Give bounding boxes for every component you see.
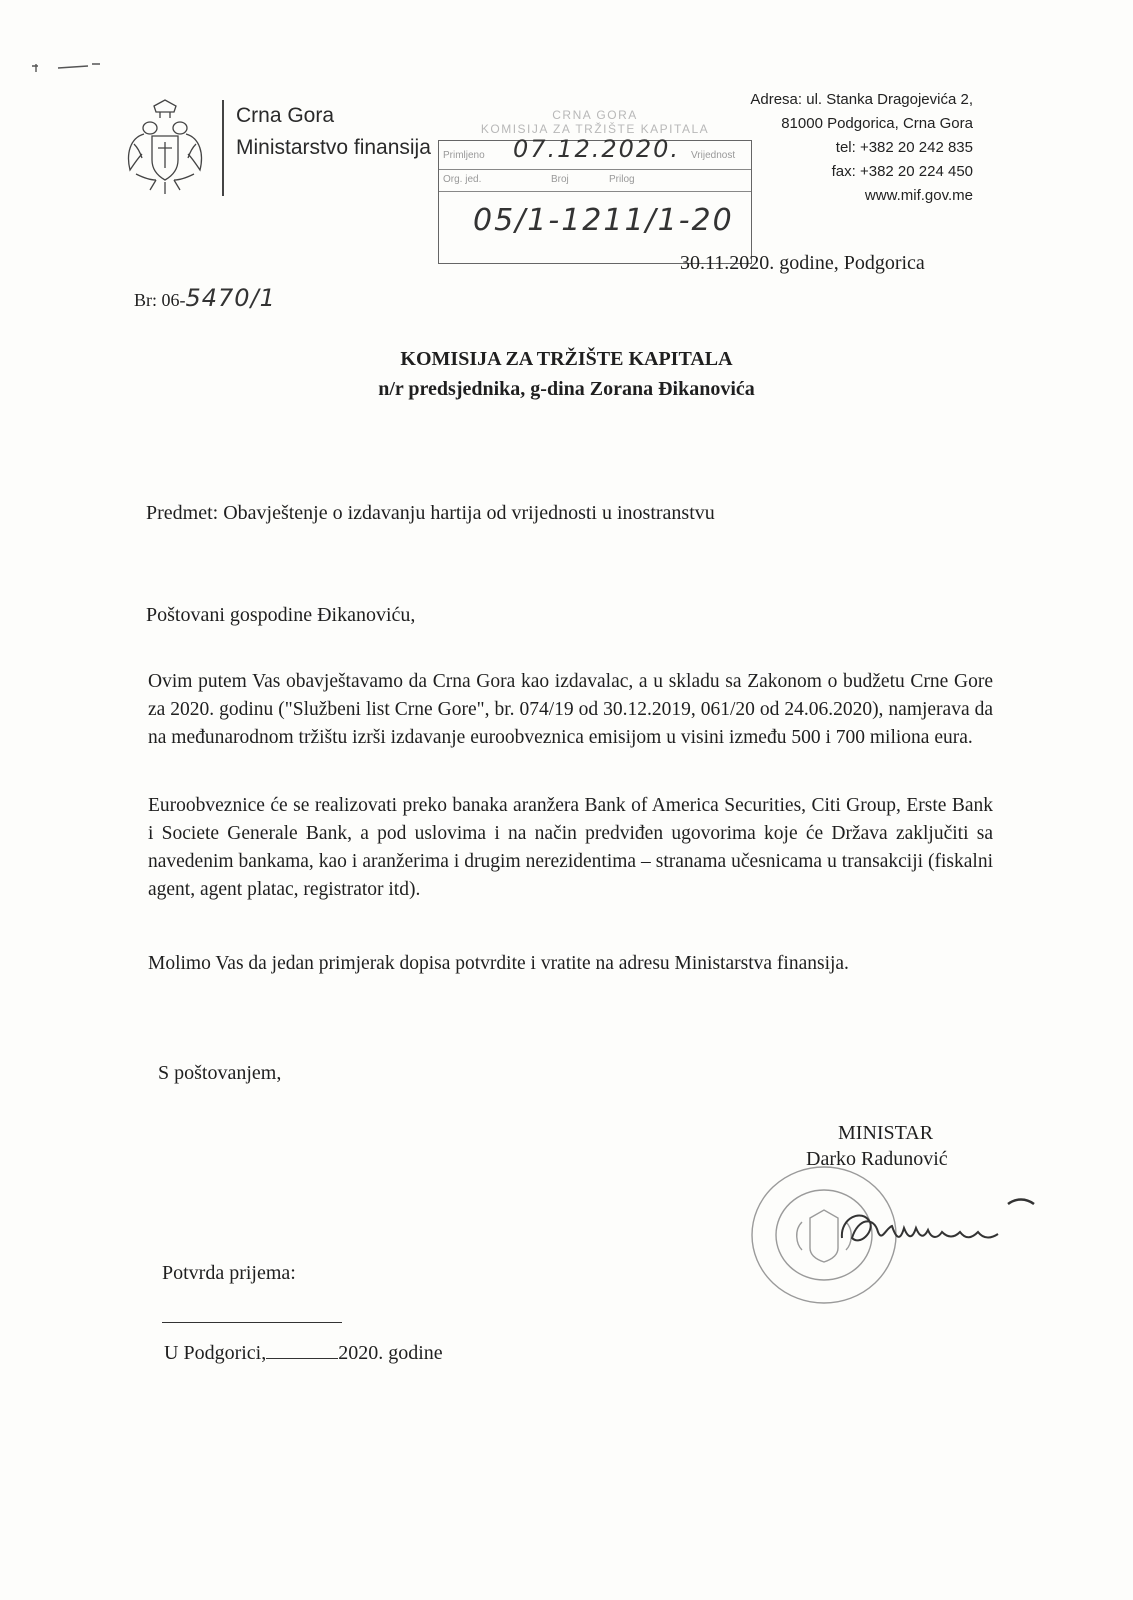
address-website: www.mif.gov.me (864, 187, 973, 204)
reference-handwritten: 5470/1 (185, 284, 276, 312)
letter-subject: Predmet: Obavještenje o izdavanju hartija od vrijednosti u inostranstvu (146, 502, 715, 524)
paragraph-3: Molimo Vas da jedan primjerak dopisa potvrdite i vratite na adresu Ministarstva finansija. (148, 953, 849, 974)
signatory-name: Darko Radunović (806, 1148, 948, 1170)
address-fax: fax: +382 20 224 450 (831, 163, 973, 180)
signatory-title: MINISTAR (838, 1122, 934, 1144)
date-blank-line (266, 1340, 338, 1359)
confirmation-label: Potvrda prijema: (162, 1262, 296, 1284)
stamp-title: KOMISIJA ZA TRŽIŠTE KAPITALA (480, 122, 710, 136)
address-city: 81000 Podgorica, Crna Gora (781, 115, 973, 132)
confirmation-signature-line (162, 1322, 342, 1323)
header-divider (222, 100, 224, 196)
confirmation-place-date (164, 1340, 443, 1365)
stamp-box (438, 135, 752, 264)
place-prefix: U Podgorici, (164, 1342, 267, 1364)
stamp-registration-number: 05/1-1211/1-20 (473, 203, 734, 238)
stamp-received-label: Primljeno (443, 150, 485, 161)
stamp-title-top: CRNA GORA (552, 108, 638, 122)
stamp-received-date: 07.12.2020. (513, 135, 681, 163)
stamp-attachment-label: Prilog (609, 174, 635, 185)
place-suffix: 2020. godine (338, 1342, 443, 1364)
ministry-name: Ministarstvo finansija (236, 136, 431, 159)
address-phone: tel: +382 20 242 835 (835, 139, 973, 156)
received-stamp (438, 108, 752, 266)
address-block (750, 88, 973, 208)
closing: S poštovanjem, (158, 1062, 282, 1084)
scan-mark (28, 60, 108, 74)
stamp-value-label: Vrijednost (691, 150, 736, 161)
country-name: Crna Gora (236, 104, 335, 127)
paragraph-1: Ovim putem Vas obavještavamo da Crna Gora kao izdavalac, a u skladu sa Zakonom o budžetu Crne Gore za 2020. godinu ("Službeni list Crne Gore", br. 074/19 od 30.12.2019, 061/20 od 24.06.2020), namjerava da na međunarodnom tržištu izrši izdavanje euroobveznica emisijom u visini između 500 i 700 miliona eura. (148, 671, 993, 748)
salutation: Poštovani gospodine Đikanoviću, (146, 604, 416, 626)
reference-number (134, 284, 276, 312)
recipient-attention: n/r predsjednika, g-dina Zorana Đikanovića (378, 378, 755, 400)
signature-icon (812, 1198, 1052, 1258)
coat-of-arms-icon (124, 98, 206, 196)
letter-date: 30.11.2020. godine, Podgorica (680, 252, 925, 274)
address-street: Adresa: ul. Stanka Dragojevića 2, (750, 91, 973, 108)
stamp-number-label: Broj (551, 174, 569, 185)
recipient-name: KOMISIJA ZA TRŽIŠTE KAPITALA (400, 348, 733, 370)
stamp-org-label: Org. jed. (443, 174, 482, 185)
reference-prefix: Br: 06- (134, 290, 186, 310)
ministry-name-block (236, 100, 431, 164)
paragraph-2: Euroobveznice će se realizovati preko banaka aranžera Bank of America Securities, Citi Group, Erste Bank i Societe Generale Bank, a pod uslovima i na način predviđen ugovorima koje će Država zaključiti sa navedenim bankama, kao i aranžerima i drugim nerezidentima – stranama učesnicama u transakciji (fiskalni agent, agent platac, registrator itd). (148, 795, 993, 900)
